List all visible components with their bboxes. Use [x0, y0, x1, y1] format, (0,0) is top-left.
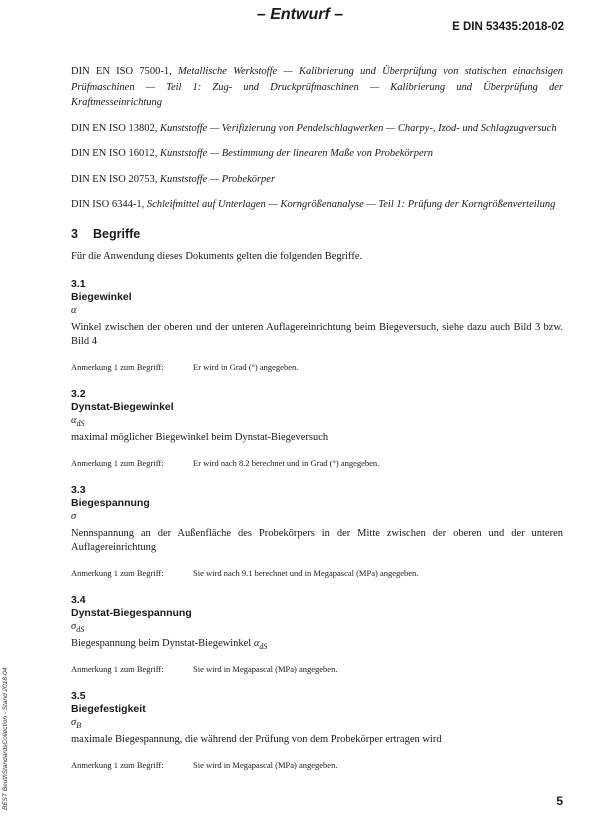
term-definition: maximale Biegespannung, die während der Prüfung von dem Probekörper ertragen wird: [71, 734, 442, 746]
note-text: Er wird nach 8.2 berechnet und in Grad (°) angegeben.: [193, 457, 380, 468]
term-symbol: α: [71, 304, 77, 316]
term-number: 3.5: [71, 690, 86, 703]
term-entry: [71, 484, 563, 578]
reference-code: DIN ISO 6344-1,: [71, 199, 145, 210]
reference-list: [71, 64, 563, 213]
note-text: Sie wird nach 9.1 berechnet und in Megapascal (MPa) angegeben.: [193, 568, 419, 579]
term-entry: [71, 388, 563, 468]
note-label: Anmerkung 1 zum Begriff:: [71, 568, 164, 579]
reference-code: DIN EN ISO 20753,: [71, 173, 158, 185]
term-entry: [71, 594, 563, 674]
term-symbol: $\alpha_{dS}$: [71, 414, 85, 428]
term-note: [71, 664, 563, 674]
draft-title: – Entwurf –: [256, 6, 344, 23]
term-definition: Biegespannung beim Dynstat-Biegewinkel $\alpha_{dS}$: [71, 638, 268, 652]
side-watermark-text: BEST BeuthStandardsCollection - Stand 2018-04: [2, 667, 9, 810]
section-intro: Für die Anwendung dieses Dokuments gelten die folgenden Begriffe.: [71, 250, 363, 262]
reference-item: [71, 64, 563, 111]
term-symbol: $\sigma_B$: [71, 717, 82, 731]
reference-title: Schleifmittel auf Unterlagen — Korngrößenanalyse — Teil 1: Prüfung der Korngrößenverteilung: [146, 199, 556, 210]
term-number: 3.2: [71, 387, 86, 400]
term-definition: Nennspannung an der Außenfläche des Probekörpers in der Mitte zwischen der oberen und der unteren Auflagereinrichtung: [71, 527, 563, 553]
term-note: [71, 760, 563, 770]
reference-item: [71, 172, 563, 188]
term-symbol: $\sigma_{dS}$: [71, 621, 85, 635]
note-label: Anmerkung 1 zum Begriff:: [71, 457, 164, 468]
term-name: Biegewinkel: [71, 290, 132, 303]
reference-title: Kunststoffe — Verifizierung von Pendelschlagwerken — Charpy-, Izod- und Schlagzugversuch: [159, 122, 557, 134]
reference-code: DIN EN ISO 16012,: [71, 148, 158, 159]
reference-title: Metallische Werkstoffe — Kalibrierung und Überprüfung von statischen einachsigen Prüfmaschinen — Teil 1: Zug- und Druckprüfmaschinen — Kalibrierung und Überprüfung der Kraftmesseinrichtung: [71, 66, 564, 108]
reference-code: DIN EN ISO 13802,: [71, 122, 158, 134]
section-number: 3: [71, 226, 78, 241]
reference-title: Kunststoffe — Probekörper: [159, 173, 276, 185]
reference-item: [71, 146, 563, 162]
term-note: [71, 362, 563, 372]
term-number: 3.3: [71, 483, 86, 496]
reference-code: DIN EN ISO 7500-1,: [71, 66, 172, 77]
term-definition: maximal möglicher Biegewinkel beim Dynstat-Biegeversuch: [71, 431, 329, 443]
term-note: [71, 458, 563, 468]
term-name: Biegefestigkeit: [71, 703, 146, 716]
reference-item: [71, 197, 563, 213]
term-note: [71, 568, 563, 578]
term-symbol: σ: [71, 510, 77, 522]
page-content: [71, 64, 563, 786]
note-label: Anmerkung 1 zum Begriff:: [71, 664, 164, 675]
note-text: Er wird in Grad (°) angegeben.: [193, 361, 299, 372]
document-id: E DIN 53435:2018-02: [452, 21, 564, 33]
page-number: 5: [556, 794, 563, 808]
term-name: Dynstat-Biegewinkel: [71, 400, 174, 413]
note-text: Sie wird in Megapascal (MPa) angegeben.: [193, 664, 338, 675]
term-entry: [71, 278, 563, 372]
term-entry: [71, 690, 563, 770]
note-text: Sie wird in Megapascal (MPa) angegeben.: [193, 760, 338, 771]
note-label: Anmerkung 1 zum Begriff:: [71, 760, 164, 771]
term-number: 3.1: [71, 277, 86, 290]
reference-title: Kunststoffe — Bestimmung der linearen Maße von Probekörpern: [159, 148, 434, 159]
term-number: 3.4: [71, 594, 86, 607]
section-heading: [71, 227, 563, 241]
term-name: Biegespannung: [71, 496, 150, 509]
note-label: Anmerkung 1 zum Begriff:: [71, 361, 164, 372]
term-definition: Winkel zwischen der oberen und der unteren Auflagereinrichtung beim Biegeversuch, siehe dazu auch Bild 3 bzw. Bild 4: [71, 321, 563, 347]
section-title: Begriffe: [93, 226, 141, 241]
reference-item: [71, 121, 563, 137]
term-name: Dynstat-Biegespannung: [71, 607, 192, 620]
